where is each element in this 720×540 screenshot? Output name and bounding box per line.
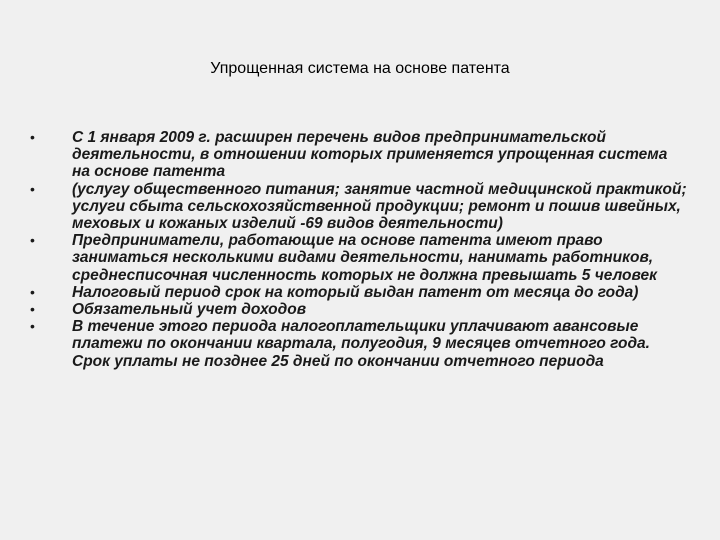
bullet-icon: • <box>30 180 35 197</box>
list-item-text: Налоговый период срок на который выдан патент от месяца до года) <box>72 283 639 301</box>
list-item-text: Предприниматели, работающие на основе патента имеют право заниматься несколькими видами деятельности, нанимать работников, среднесписочная численность которых не должна превышать 5 человек <box>72 232 657 284</box>
list-item-text: Обязательный учет доходов <box>72 301 307 319</box>
list-item <box>28 129 688 181</box>
list-item <box>28 318 688 370</box>
list-item <box>28 232 688 284</box>
bullet-icon: • <box>30 301 35 318</box>
slide-title: Упрощенная система на основе патента <box>210 60 510 77</box>
bullet-list <box>28 129 688 370</box>
list-item-text: (услугу общественного питания; занятие частной медицинской практикой; услуги сбыта сельскохозяйственной продукции; ремонт и пошив швейных, меховых и кожаных изделий -69 видов деятельности) <box>72 180 687 233</box>
bullet-icon: • <box>30 232 35 249</box>
bullet-icon: • <box>30 318 35 335</box>
list-item-text: С 1 января 2009 г. расширен перечень видов предпринимательской деятельности, в отношении которых применяется упрощенная система на основе патента <box>72 129 668 181</box>
list-item <box>28 301 688 318</box>
list-item <box>28 284 688 301</box>
list-item <box>28 181 688 233</box>
bullet-icon: • <box>30 129 35 145</box>
bullet-icon: • <box>30 283 35 300</box>
list-item-text: В течение этого периода налогоплательщики уплачивают авансовые платежи по окончании квартала, полугодия, 9 месяцев отчетного года. Срок уплаты не позднее 25 дней по окончании отчетного периода <box>72 318 650 370</box>
